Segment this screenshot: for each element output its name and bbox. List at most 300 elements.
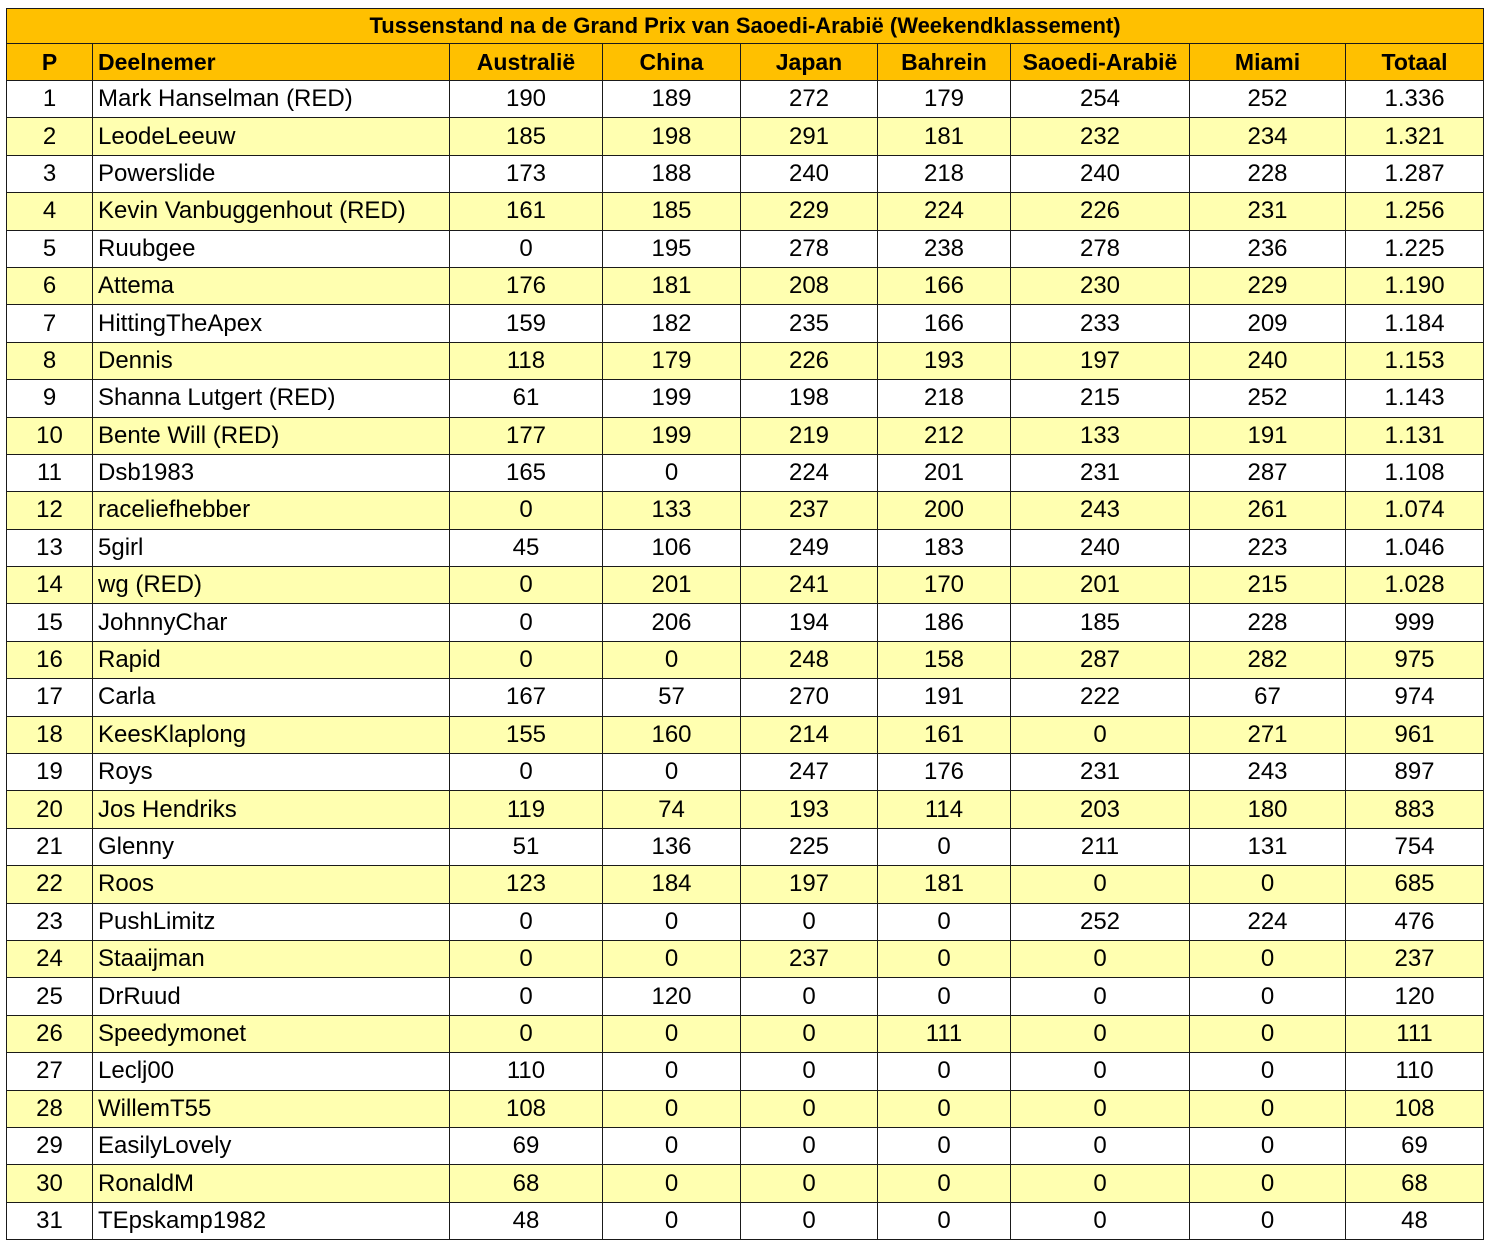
cell-saudi-arabia: 254 — [1011, 81, 1190, 118]
cell-total: 1.153 — [1346, 342, 1484, 379]
cell-china: 179 — [603, 342, 741, 379]
cell-total: 974 — [1346, 679, 1484, 716]
cell-miami: 271 — [1190, 716, 1346, 753]
cell-japan: 226 — [741, 342, 878, 379]
cell-miami: 0 — [1190, 1165, 1346, 1202]
cell-position: 5 — [7, 230, 93, 267]
cell-miami: 209 — [1190, 305, 1346, 342]
cell-participant: RonaldM — [93, 1165, 450, 1202]
cell-total: 68 — [1346, 1165, 1484, 1202]
cell-participant: Roys — [93, 754, 450, 791]
cell-miami: 191 — [1190, 417, 1346, 454]
cell-australia: 48 — [450, 1202, 603, 1239]
table-row — [7, 866, 1484, 903]
cell-bahrain: 218 — [878, 380, 1011, 417]
cell-bahrain: 0 — [878, 903, 1011, 940]
cell-saudi-arabia: 226 — [1011, 193, 1190, 230]
cell-saudi-arabia: 0 — [1011, 1053, 1190, 1090]
cell-miami: 252 — [1190, 380, 1346, 417]
cell-miami: 180 — [1190, 791, 1346, 828]
cell-japan: 193 — [741, 791, 878, 828]
header-bahrain: Bahrein — [878, 44, 1011, 81]
table-row — [7, 380, 1484, 417]
cell-position: 6 — [7, 267, 93, 304]
cell-china: 0 — [603, 454, 741, 491]
cell-miami: 282 — [1190, 641, 1346, 678]
cell-china: 0 — [603, 1127, 741, 1164]
cell-position: 31 — [7, 1202, 93, 1239]
cell-bahrain: 0 — [878, 1165, 1011, 1202]
cell-china: 198 — [603, 118, 741, 155]
cell-miami: 0 — [1190, 866, 1346, 903]
table-row — [7, 1202, 1484, 1239]
header-participant: Deelnemer — [93, 44, 450, 81]
cell-total: 754 — [1346, 828, 1484, 865]
cell-bahrain: 0 — [878, 940, 1011, 977]
cell-japan: 219 — [741, 417, 878, 454]
cell-participant: EasilyLovely — [93, 1127, 450, 1164]
cell-china: 133 — [603, 492, 741, 529]
table-row — [7, 1165, 1484, 1202]
cell-japan: 249 — [741, 529, 878, 566]
cell-participant: Jos Hendriks — [93, 791, 450, 828]
cell-australia: 0 — [450, 978, 603, 1015]
cell-china: 184 — [603, 866, 741, 903]
cell-china: 0 — [603, 1053, 741, 1090]
table-row — [7, 342, 1484, 379]
cell-bahrain: 181 — [878, 118, 1011, 155]
table-row — [7, 903, 1484, 940]
header-china: China — [603, 44, 741, 81]
cell-miami: 252 — [1190, 81, 1346, 118]
cell-total: 897 — [1346, 754, 1484, 791]
cell-total: 1.143 — [1346, 380, 1484, 417]
cell-saudi-arabia: 231 — [1011, 454, 1190, 491]
standings-sheet — [6, 8, 1483, 1240]
cell-china: 189 — [603, 81, 741, 118]
cell-saudi-arabia: 230 — [1011, 267, 1190, 304]
cell-china: 199 — [603, 417, 741, 454]
cell-china: 185 — [603, 193, 741, 230]
cell-saudi-arabia: 231 — [1011, 754, 1190, 791]
cell-australia: 173 — [450, 155, 603, 192]
cell-bahrain: 238 — [878, 230, 1011, 267]
cell-participant: Powerslide — [93, 155, 450, 192]
table-body — [7, 81, 1484, 1240]
cell-participant: DrRuud — [93, 978, 450, 1015]
cell-japan: 0 — [741, 1090, 878, 1127]
cell-position: 23 — [7, 903, 93, 940]
header-total: Totaal — [1346, 44, 1484, 81]
cell-saudi-arabia: 0 — [1011, 1127, 1190, 1164]
cell-total: 1.336 — [1346, 81, 1484, 118]
cell-participant: Staaijman — [93, 940, 450, 977]
cell-saudi-arabia: 211 — [1011, 828, 1190, 865]
title-row — [7, 9, 1484, 44]
cell-total: 883 — [1346, 791, 1484, 828]
cell-china: 0 — [603, 1202, 741, 1239]
cell-bahrain: 176 — [878, 754, 1011, 791]
cell-australia: 0 — [450, 230, 603, 267]
cell-position: 8 — [7, 342, 93, 379]
header-japan: Japan — [741, 44, 878, 81]
cell-total: 1.046 — [1346, 529, 1484, 566]
cell-miami: 243 — [1190, 754, 1346, 791]
cell-australia: 0 — [450, 641, 603, 678]
cell-australia: 110 — [450, 1053, 603, 1090]
cell-miami: 0 — [1190, 1015, 1346, 1052]
cell-china: 136 — [603, 828, 741, 865]
cell-saudi-arabia: 243 — [1011, 492, 1190, 529]
cell-bahrain: 183 — [878, 529, 1011, 566]
cell-miami: 0 — [1190, 940, 1346, 977]
table-row — [7, 305, 1484, 342]
cell-bahrain: 212 — [878, 417, 1011, 454]
cell-china: 0 — [603, 1015, 741, 1052]
cell-japan: 194 — [741, 604, 878, 641]
header-position: P — [7, 44, 93, 81]
cell-saudi-arabia: 232 — [1011, 118, 1190, 155]
cell-participant: Shanna Lutgert (RED) — [93, 380, 450, 417]
cell-miami: 231 — [1190, 193, 1346, 230]
cell-saudi-arabia: 240 — [1011, 155, 1190, 192]
cell-australia: 176 — [450, 267, 603, 304]
cell-japan: 214 — [741, 716, 878, 753]
cell-bahrain: 170 — [878, 567, 1011, 604]
cell-position: 19 — [7, 754, 93, 791]
cell-miami: 215 — [1190, 567, 1346, 604]
header-australia: Australië — [450, 44, 603, 81]
cell-participant: WillemT55 — [93, 1090, 450, 1127]
table-row — [7, 230, 1484, 267]
cell-australia: 177 — [450, 417, 603, 454]
cell-position: 30 — [7, 1165, 93, 1202]
cell-china: 188 — [603, 155, 741, 192]
cell-position: 14 — [7, 567, 93, 604]
cell-japan: 270 — [741, 679, 878, 716]
cell-bahrain: 0 — [878, 978, 1011, 1015]
cell-position: 18 — [7, 716, 93, 753]
cell-bahrain: 193 — [878, 342, 1011, 379]
cell-australia: 45 — [450, 529, 603, 566]
cell-japan: 198 — [741, 380, 878, 417]
cell-participant: PushLimitz — [93, 903, 450, 940]
cell-total: 975 — [1346, 641, 1484, 678]
table-row — [7, 1053, 1484, 1090]
cell-position: 22 — [7, 866, 93, 903]
cell-position: 12 — [7, 492, 93, 529]
cell-japan: 237 — [741, 940, 878, 977]
cell-china: 0 — [603, 754, 741, 791]
cell-japan: 237 — [741, 492, 878, 529]
cell-participant: HittingTheApex — [93, 305, 450, 342]
cell-miami: 228 — [1190, 155, 1346, 192]
cell-position: 27 — [7, 1053, 93, 1090]
table-row — [7, 754, 1484, 791]
header-saudi-arabia: Saoedi-Arabië — [1011, 44, 1190, 81]
cell-australia: 0 — [450, 754, 603, 791]
cell-bahrain: 166 — [878, 305, 1011, 342]
cell-saudi-arabia: 278 — [1011, 230, 1190, 267]
cell-participant: KeesKlaplong — [93, 716, 450, 753]
table-row — [7, 417, 1484, 454]
cell-miami: 234 — [1190, 118, 1346, 155]
cell-participant: Glenny — [93, 828, 450, 865]
cell-bahrain: 179 — [878, 81, 1011, 118]
cell-miami: 223 — [1190, 529, 1346, 566]
cell-miami: 236 — [1190, 230, 1346, 267]
cell-position: 16 — [7, 641, 93, 678]
cell-saudi-arabia: 133 — [1011, 417, 1190, 454]
cell-bahrain: 191 — [878, 679, 1011, 716]
cell-miami: 131 — [1190, 828, 1346, 865]
cell-australia: 185 — [450, 118, 603, 155]
cell-japan: 0 — [741, 978, 878, 1015]
cell-miami: 0 — [1190, 1202, 1346, 1239]
cell-position: 2 — [7, 118, 93, 155]
cell-total: 961 — [1346, 716, 1484, 753]
cell-participant: JohnnyChar — [93, 604, 450, 641]
cell-participant: wg (RED) — [93, 567, 450, 604]
cell-miami: 229 — [1190, 267, 1346, 304]
cell-china: 0 — [603, 641, 741, 678]
cell-bahrain: 114 — [878, 791, 1011, 828]
table-row — [7, 267, 1484, 304]
cell-total: 476 — [1346, 903, 1484, 940]
cell-australia: 68 — [450, 1165, 603, 1202]
cell-miami: 228 — [1190, 604, 1346, 641]
cell-position: 24 — [7, 940, 93, 977]
table-row — [7, 1127, 1484, 1164]
cell-bahrain: 0 — [878, 1090, 1011, 1127]
cell-saudi-arabia: 0 — [1011, 866, 1190, 903]
cell-participant: LeodeLeeuw — [93, 118, 450, 155]
cell-bahrain: 166 — [878, 267, 1011, 304]
cell-saudi-arabia: 0 — [1011, 978, 1190, 1015]
cell-australia: 118 — [450, 342, 603, 379]
cell-total: 1.131 — [1346, 417, 1484, 454]
cell-participant: Dennis — [93, 342, 450, 379]
cell-saudi-arabia: 0 — [1011, 1165, 1190, 1202]
table-title: Tussenstand na de Grand Prix van Saoedi-Arabië (Weekendklassement) — [7, 9, 1484, 44]
cell-saudi-arabia: 201 — [1011, 567, 1190, 604]
cell-bahrain: 158 — [878, 641, 1011, 678]
cell-australia: 159 — [450, 305, 603, 342]
cell-participant: 5girl — [93, 529, 450, 566]
table-row — [7, 679, 1484, 716]
cell-bahrain: 0 — [878, 1053, 1011, 1090]
cell-saudi-arabia: 0 — [1011, 1015, 1190, 1052]
cell-bahrain: 161 — [878, 716, 1011, 753]
cell-total: 1.028 — [1346, 567, 1484, 604]
cell-china: 206 — [603, 604, 741, 641]
cell-bahrain: 218 — [878, 155, 1011, 192]
cell-japan: 272 — [741, 81, 878, 118]
cell-australia: 190 — [450, 81, 603, 118]
table-row — [7, 1015, 1484, 1052]
cell-bahrain: 181 — [878, 866, 1011, 903]
table-row — [7, 828, 1484, 865]
cell-total: 1.287 — [1346, 155, 1484, 192]
cell-japan: 0 — [741, 1127, 878, 1164]
cell-position: 4 — [7, 193, 93, 230]
cell-china: 0 — [603, 1090, 741, 1127]
cell-bahrain: 111 — [878, 1015, 1011, 1052]
table-row — [7, 716, 1484, 753]
cell-japan: 0 — [741, 1015, 878, 1052]
cell-saudi-arabia: 222 — [1011, 679, 1190, 716]
cell-japan: 248 — [741, 641, 878, 678]
cell-miami: 67 — [1190, 679, 1346, 716]
cell-total: 1.184 — [1346, 305, 1484, 342]
cell-total: 999 — [1346, 604, 1484, 641]
cell-participant: Mark Hanselman (RED) — [93, 81, 450, 118]
cell-china: 106 — [603, 529, 741, 566]
cell-japan: 229 — [741, 193, 878, 230]
cell-china: 0 — [603, 1165, 741, 1202]
cell-japan: 0 — [741, 1165, 878, 1202]
cell-participant: Attema — [93, 267, 450, 304]
cell-miami: 0 — [1190, 1090, 1346, 1127]
cell-saudi-arabia: 233 — [1011, 305, 1190, 342]
cell-japan: 240 — [741, 155, 878, 192]
cell-australia: 167 — [450, 679, 603, 716]
cell-position: 7 — [7, 305, 93, 342]
cell-bahrain: 0 — [878, 1127, 1011, 1164]
cell-bahrain: 0 — [878, 1202, 1011, 1239]
cell-australia: 51 — [450, 828, 603, 865]
cell-participant: Leclj00 — [93, 1053, 450, 1090]
cell-miami: 261 — [1190, 492, 1346, 529]
cell-position: 13 — [7, 529, 93, 566]
cell-participant: raceliefhebber — [93, 492, 450, 529]
cell-australia: 0 — [450, 940, 603, 977]
cell-total: 111 — [1346, 1015, 1484, 1052]
cell-china: 120 — [603, 978, 741, 1015]
cell-japan: 224 — [741, 454, 878, 491]
header-miami: Miami — [1190, 44, 1346, 81]
cell-saudi-arabia: 252 — [1011, 903, 1190, 940]
cell-saudi-arabia: 240 — [1011, 529, 1190, 566]
cell-japan: 278 — [741, 230, 878, 267]
cell-japan: 235 — [741, 305, 878, 342]
cell-china: 182 — [603, 305, 741, 342]
table-row — [7, 193, 1484, 230]
cell-position: 21 — [7, 828, 93, 865]
table-row — [7, 492, 1484, 529]
cell-australia: 0 — [450, 1015, 603, 1052]
table-row — [7, 155, 1484, 192]
cell-china: 0 — [603, 940, 741, 977]
cell-position: 10 — [7, 417, 93, 454]
cell-australia: 69 — [450, 1127, 603, 1164]
cell-saudi-arabia: 0 — [1011, 1090, 1190, 1127]
cell-total: 120 — [1346, 978, 1484, 1015]
cell-australia: 0 — [450, 567, 603, 604]
table-row — [7, 978, 1484, 1015]
table-row — [7, 529, 1484, 566]
cell-position: 29 — [7, 1127, 93, 1164]
cell-australia: 0 — [450, 903, 603, 940]
cell-participant: Dsb1983 — [93, 454, 450, 491]
cell-miami: 0 — [1190, 1127, 1346, 1164]
cell-position: 25 — [7, 978, 93, 1015]
cell-total: 1.321 — [1346, 118, 1484, 155]
table-row — [7, 81, 1484, 118]
cell-australia: 161 — [450, 193, 603, 230]
cell-position: 17 — [7, 679, 93, 716]
cell-position: 20 — [7, 791, 93, 828]
table-row — [7, 567, 1484, 604]
cell-position: 1 — [7, 81, 93, 118]
cell-bahrain: 200 — [878, 492, 1011, 529]
cell-saudi-arabia: 0 — [1011, 716, 1190, 753]
header-row — [7, 44, 1484, 81]
cell-china: 199 — [603, 380, 741, 417]
table-row — [7, 641, 1484, 678]
cell-participant: Roos — [93, 866, 450, 903]
cell-japan: 208 — [741, 267, 878, 304]
cell-china: 195 — [603, 230, 741, 267]
table-row — [7, 454, 1484, 491]
cell-total: 69 — [1346, 1127, 1484, 1164]
cell-miami: 240 — [1190, 342, 1346, 379]
cell-position: 28 — [7, 1090, 93, 1127]
cell-saudi-arabia: 0 — [1011, 1202, 1190, 1239]
cell-australia: 0 — [450, 492, 603, 529]
cell-bahrain: 186 — [878, 604, 1011, 641]
cell-japan: 247 — [741, 754, 878, 791]
table-row — [7, 1090, 1484, 1127]
cell-china: 0 — [603, 903, 741, 940]
cell-total: 108 — [1346, 1090, 1484, 1127]
cell-participant: Ruubgee — [93, 230, 450, 267]
cell-china: 201 — [603, 567, 741, 604]
cell-japan: 0 — [741, 903, 878, 940]
cell-miami: 287 — [1190, 454, 1346, 491]
cell-participant: Rapid — [93, 641, 450, 678]
cell-total: 48 — [1346, 1202, 1484, 1239]
cell-participant: TEpskamp1982 — [93, 1202, 450, 1239]
cell-saudi-arabia: 203 — [1011, 791, 1190, 828]
cell-bahrain: 0 — [878, 828, 1011, 865]
cell-japan: 0 — [741, 1053, 878, 1090]
cell-saudi-arabia: 287 — [1011, 641, 1190, 678]
cell-australia: 61 — [450, 380, 603, 417]
cell-saudi-arabia: 197 — [1011, 342, 1190, 379]
cell-japan: 0 — [741, 1202, 878, 1239]
cell-position: 3 — [7, 155, 93, 192]
cell-total: 110 — [1346, 1053, 1484, 1090]
cell-total: 1.108 — [1346, 454, 1484, 491]
cell-position: 15 — [7, 604, 93, 641]
cell-china: 74 — [603, 791, 741, 828]
cell-saudi-arabia: 215 — [1011, 380, 1190, 417]
table-row — [7, 604, 1484, 641]
cell-participant: Carla — [93, 679, 450, 716]
cell-saudi-arabia: 0 — [1011, 940, 1190, 977]
cell-australia: 0 — [450, 604, 603, 641]
cell-japan: 197 — [741, 866, 878, 903]
cell-miami: 224 — [1190, 903, 1346, 940]
cell-position: 11 — [7, 454, 93, 491]
cell-miami: 0 — [1190, 1053, 1346, 1090]
cell-total: 1.190 — [1346, 267, 1484, 304]
cell-japan: 291 — [741, 118, 878, 155]
standings-table — [6, 8, 1484, 1240]
cell-japan: 225 — [741, 828, 878, 865]
cell-japan: 241 — [741, 567, 878, 604]
